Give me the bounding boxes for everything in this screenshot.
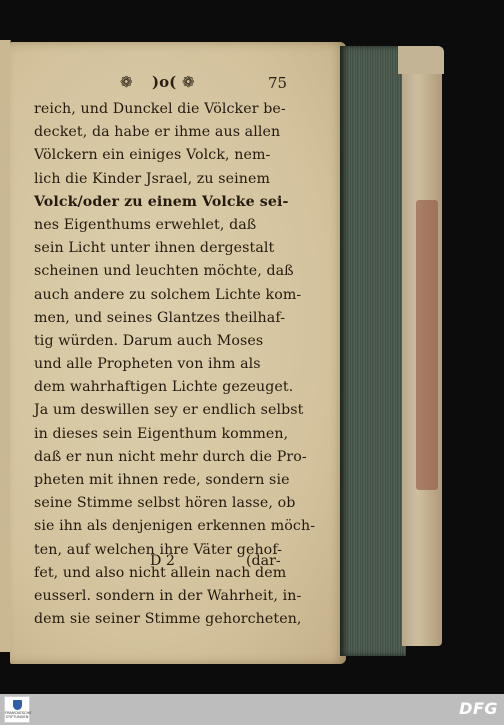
page-block-edges xyxy=(340,46,406,656)
text-line: daß er nun nicht mehr durch die Pro- xyxy=(34,448,307,465)
text-line: tig würden. Darum auch Moses xyxy=(34,332,264,349)
text-line: Volck/oder zu einem Volcke sei- xyxy=(34,193,289,210)
catchword: (dar- xyxy=(246,553,281,569)
book-cover-top xyxy=(398,46,444,74)
text-line: in dieses sein Eigenthum kommen, xyxy=(34,425,289,442)
francke-foundation-logo[interactable] xyxy=(4,696,30,723)
text-line: Ja um deswillen sey er endlich selbst xyxy=(34,402,304,419)
page-number: 75 xyxy=(268,74,288,92)
text-line: sie ihn als denjenigen erkennen möch- xyxy=(34,518,316,535)
text-line: und alle Propheten von ihm als xyxy=(34,356,261,373)
logo-caption: FRANCKESCHE STIFTUNGEN xyxy=(5,711,32,720)
text-line: auch andere zu solchem Lichte kom- xyxy=(34,286,302,303)
body-text xyxy=(34,98,316,631)
text-line: sein Licht unter ihnen dergestalt xyxy=(34,240,275,257)
text-line: reich, und Dunckel die Völcker be- xyxy=(34,101,286,117)
text-line: dem sie seiner Stimme gehorcheten, xyxy=(34,611,302,628)
text-line: Völckern ein einiges Volck, nem- xyxy=(34,147,271,164)
text-line: scheinen und leuchten möchte, daß xyxy=(34,263,294,280)
crest-icon xyxy=(13,700,22,710)
text-line: pheten mit ihnen rede, sondern sie xyxy=(34,472,290,488)
text-line: ten, auf welchen ihre Väter gehof- xyxy=(34,541,283,558)
text-line: seine Stimme selbst hören lasse, ob xyxy=(34,495,296,512)
text-line: decket, da habe er ihme aus allen xyxy=(34,124,281,141)
text-line: nes Eigenthums erwehlet, daß xyxy=(34,216,257,233)
page-header xyxy=(112,72,312,94)
dfg-logo[interactable]: DFG xyxy=(459,699,498,718)
flower-ornament-icon: ❁ xyxy=(120,73,133,91)
viewer-footer-bar xyxy=(0,694,504,725)
center-ornament-icon: )o( xyxy=(152,73,177,91)
signature-mark: D 2 xyxy=(150,553,175,569)
text-line: eusserl. sondern in der Wahrheit, in- xyxy=(34,587,302,604)
text-line: fet, und also nicht allein nach dem xyxy=(34,564,287,581)
cover-stain xyxy=(416,200,438,490)
flower-ornament-icon: ❁ xyxy=(182,73,195,91)
text-line: dem wahrhaftigen Lichte gezeuget. xyxy=(34,379,294,396)
text-line: lich die Kinder Jsrael, zu seinem xyxy=(34,170,271,187)
text-line: men, und seines Glantzes theilhaf- xyxy=(34,309,286,326)
